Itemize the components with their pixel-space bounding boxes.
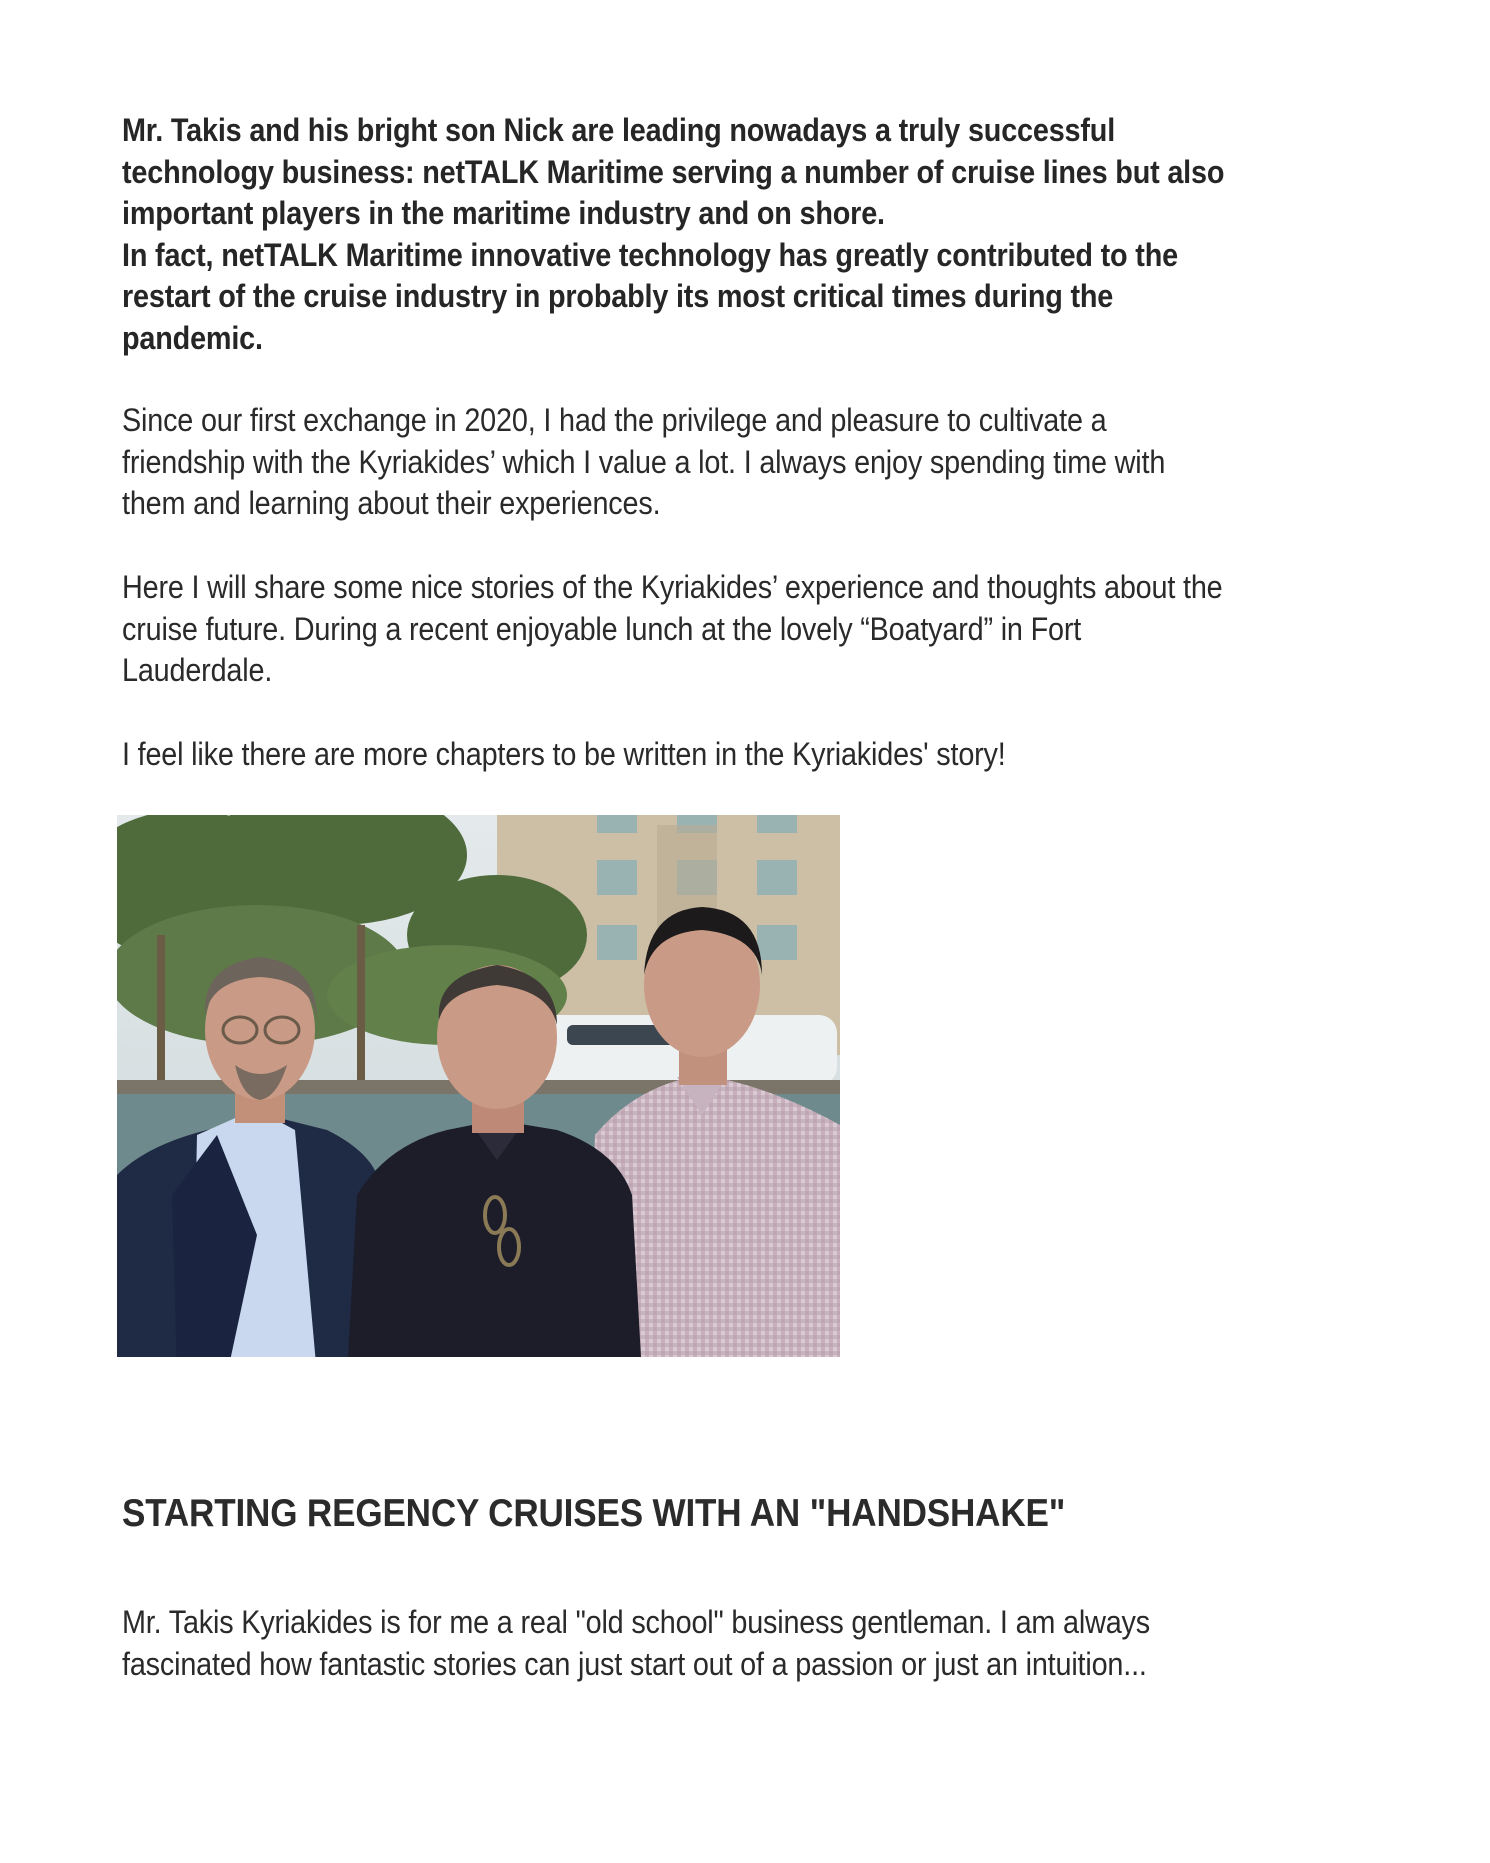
stories-paragraph — [122, 567, 1400, 692]
friendship-paragraph — [122, 400, 1400, 525]
paragraph-line: Mr. Takis Kyriakides is for me a real "old school" business gentleman. I am always — [122, 1604, 1150, 1640]
paragraph-line: I feel like there are more chapters to be written in the Kyriakides' story! — [122, 736, 1006, 772]
paragraph-line: friendship with the Kyriakides’ which I value a lot. I always enjoy spending time with — [122, 443, 1166, 480]
intro-line: important players in the maritime industry and on shore. — [122, 195, 885, 231]
paragraph-line: them and learning about their experiences. — [122, 485, 661, 521]
paragraph-line: fascinated how fantastic stories can just start out of a passion or just an intuition... — [122, 1645, 1147, 1682]
intro-line: In fact, netTALK Maritime innovative technology has greatly contributed to the — [122, 236, 1178, 273]
intro-line: Mr. Takis and his bright son Nick are leading nowadays a truly successful — [122, 112, 1116, 148]
section-paragraph — [122, 1602, 1400, 1685]
paragraph-line: Lauderdale. — [122, 652, 273, 688]
group-photo-illustration — [117, 815, 840, 1357]
chapters-paragraph — [122, 734, 1400, 776]
paragraph-line: cruise future. During a recent enjoyable lunch at the lovely “Boatyard” in Fort — [122, 610, 1082, 647]
intro-line: restart of the cruise industry in probably its most critical times during the — [122, 278, 1114, 314]
intro-line: pandemic. — [122, 319, 263, 356]
section-heading: STARTING REGENCY CRUISES WITH AN "HANDSHAKE" — [122, 1492, 1066, 1535]
intro-line: technology business: netTALK Maritime serving a number of cruise lines but also — [122, 153, 1225, 190]
paragraph-line: Here I will share some nice stories of the Kyriakides’ experience and thoughts about the — [122, 569, 1223, 605]
intro-paragraph — [122, 110, 1400, 359]
group-photo — [117, 815, 840, 1357]
paragraph-line: Since our first exchange in 2020, I had the privilege and pleasure to cultivate a — [122, 402, 1107, 438]
